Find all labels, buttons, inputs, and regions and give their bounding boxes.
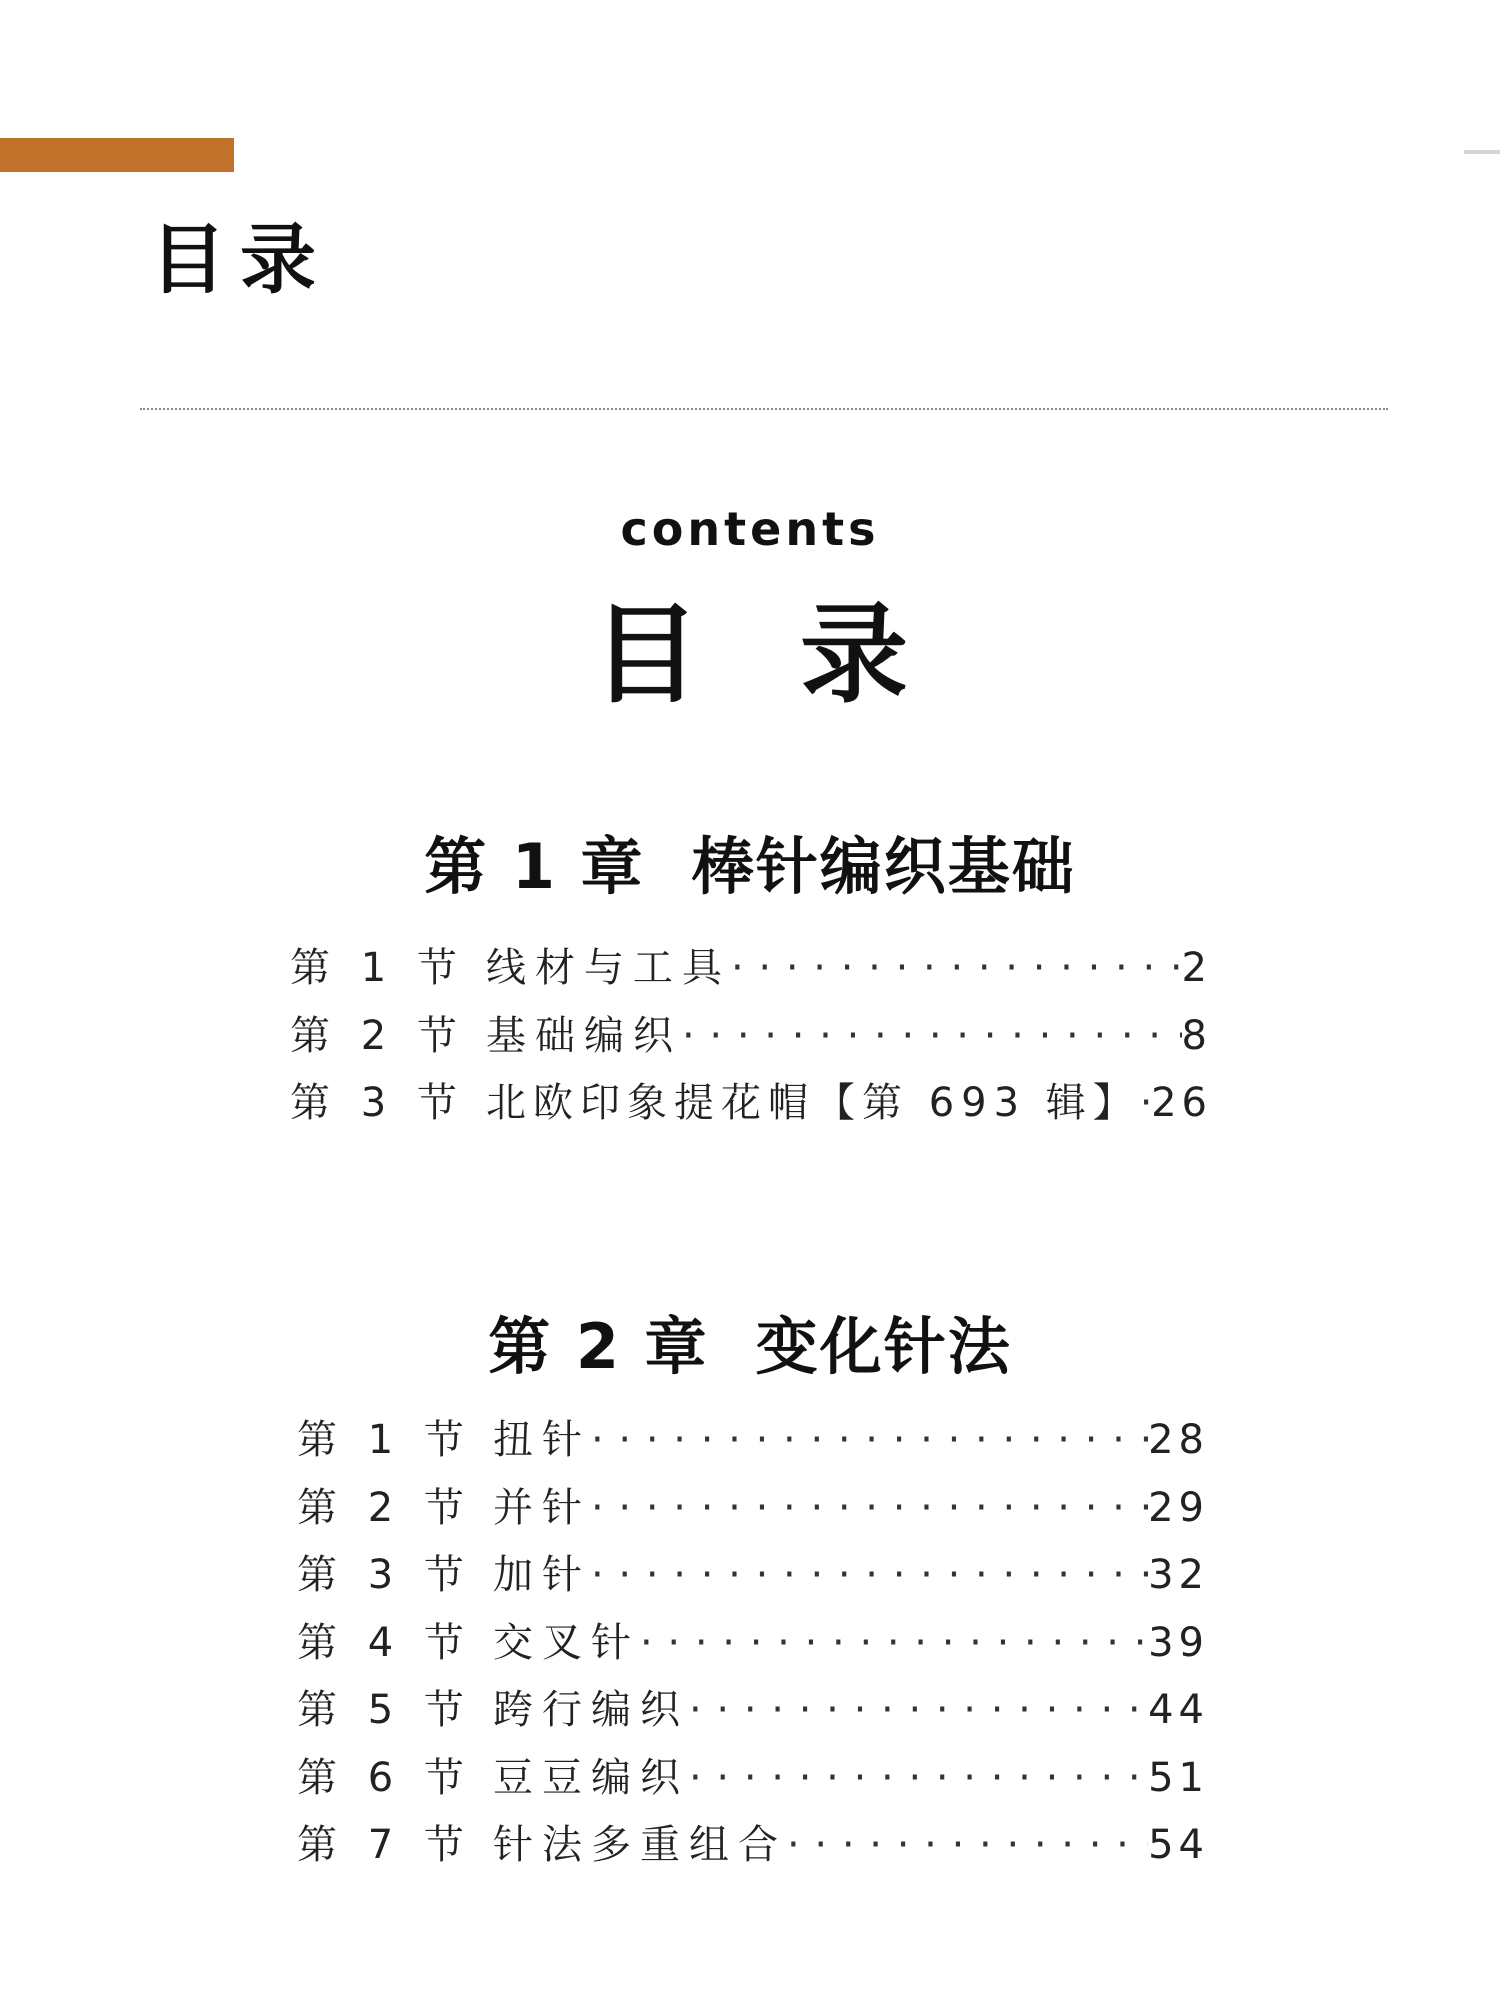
toc-entry-link[interactable] — [297, 1475, 1209, 1543]
toc-entry-link[interactable] — [297, 1542, 1209, 1610]
toc-section-number: 第 3 节 — [290, 1080, 466, 1126]
toc-entry[interactable] — [297, 1677, 1209, 1745]
toc-section-number: 第 2 节 — [290, 1012, 466, 1059]
chapter-1 — [0, 830, 1500, 903]
accent-bar — [0, 138, 234, 172]
toc-page-number: 28 — [1148, 1417, 1209, 1463]
dot-leader — [640, 1610, 1148, 1678]
toc-title: 针法多重组合 — [493, 1822, 787, 1868]
toc-entry[interactable] — [297, 1610, 1209, 1678]
dot-leader — [689, 1745, 1148, 1813]
toc-entry-link[interactable] — [290, 1003, 1212, 1071]
toc-page-number: 32 — [1148, 1552, 1209, 1598]
toc-title: 加针 — [493, 1552, 591, 1598]
contents-title-en: contents — [620, 502, 880, 556]
toc-page-number: 39 — [1148, 1619, 1209, 1666]
toc-title: 扭针 — [493, 1417, 591, 1463]
toc-section-number: 第 7 节 — [297, 1822, 473, 1868]
toc-entry-body — [493, 1677, 1209, 1745]
page-heading: 目录 — [150, 215, 330, 304]
toc-entry-body — [493, 1542, 1209, 1610]
chapter-title: 第 2 章 变化针法 — [488, 1310, 1012, 1383]
toc-section-number: 第 6 节 — [297, 1754, 473, 1801]
dot-leader — [591, 1407, 1148, 1475]
chapter-title: 第 1 章 棒针编织基础 — [424, 830, 1076, 903]
toc-entry[interactable] — [297, 1542, 1209, 1610]
toc-entry[interactable] — [297, 1745, 1209, 1813]
toc-page-number: 8 — [1181, 1012, 1212, 1059]
toc-section-number: 第 2 节 — [297, 1484, 473, 1531]
chapter-2-toc — [297, 1407, 1209, 1880]
toc-entry-body — [493, 1812, 1209, 1880]
toc-entry[interactable] — [297, 1407, 1209, 1475]
dot-leader — [591, 1542, 1148, 1610]
toc-page-number: 26 — [1151, 1080, 1212, 1126]
toc-entry-body — [486, 1003, 1212, 1071]
toc-entry-body — [486, 935, 1212, 1003]
toc-entry-body — [493, 1610, 1209, 1678]
toc-entry-body — [493, 1475, 1209, 1543]
toc-entry[interactable] — [290, 1003, 1212, 1071]
toc-page-number: 51 — [1148, 1754, 1209, 1801]
toc-page-number: 44 — [1148, 1687, 1209, 1733]
toc-title: 线材与工具 — [486, 945, 731, 991]
dot-leader — [1140, 1070, 1151, 1138]
toc-entry[interactable] — [290, 935, 1212, 1003]
toc-title: 跨行编织 — [493, 1687, 689, 1733]
toc-entry-link[interactable] — [297, 1407, 1209, 1475]
toc-entry-link[interactable] — [297, 1677, 1209, 1745]
toc-section-number: 第 4 节 — [297, 1619, 473, 1666]
dot-leader — [787, 1812, 1148, 1880]
toc-page-number: 29 — [1148, 1484, 1209, 1531]
toc-entry-link[interactable] — [290, 1070, 1212, 1138]
toc-section-number: 第 1 节 — [297, 1417, 473, 1463]
toc-entry[interactable] — [297, 1812, 1209, 1880]
toc-section-number: 第 1 节 — [290, 945, 466, 991]
contents-title-zh: 目录 — [591, 593, 1008, 718]
chapter-2 — [0, 1310, 1500, 1383]
edge-mark — [1464, 150, 1500, 154]
toc-entry-body — [493, 1407, 1209, 1475]
toc-title: 交叉针 — [493, 1619, 640, 1666]
toc-section-number: 第 5 节 — [297, 1687, 473, 1733]
toc-entry[interactable] — [290, 1070, 1212, 1138]
dotted-divider — [140, 408, 1388, 410]
toc-title: 北欧印象提花帽【第 693 辑】 — [486, 1080, 1140, 1126]
toc-entry-link[interactable] — [297, 1610, 1209, 1678]
dot-leader — [689, 1677, 1148, 1745]
toc-entry-link[interactable] — [290, 935, 1212, 1003]
toc-entry-link[interactable] — [297, 1812, 1209, 1880]
toc-title: 并针 — [493, 1484, 591, 1531]
toc-entry-body — [493, 1745, 1209, 1813]
toc-entry-body — [486, 1070, 1212, 1138]
toc-section-number: 第 3 节 — [297, 1552, 473, 1598]
toc-title: 豆豆编织 — [493, 1754, 689, 1801]
dot-leader — [591, 1475, 1148, 1543]
dot-leader — [731, 935, 1182, 1003]
toc-page-number: 54 — [1148, 1822, 1209, 1868]
toc-entry[interactable] — [297, 1475, 1209, 1543]
toc-page-number: 2 — [1181, 945, 1212, 991]
chapter-1-toc — [290, 935, 1212, 1138]
toc-entry-link[interactable] — [297, 1745, 1209, 1813]
toc-title: 基础编织 — [486, 1012, 682, 1059]
dot-leader — [682, 1003, 1182, 1071]
